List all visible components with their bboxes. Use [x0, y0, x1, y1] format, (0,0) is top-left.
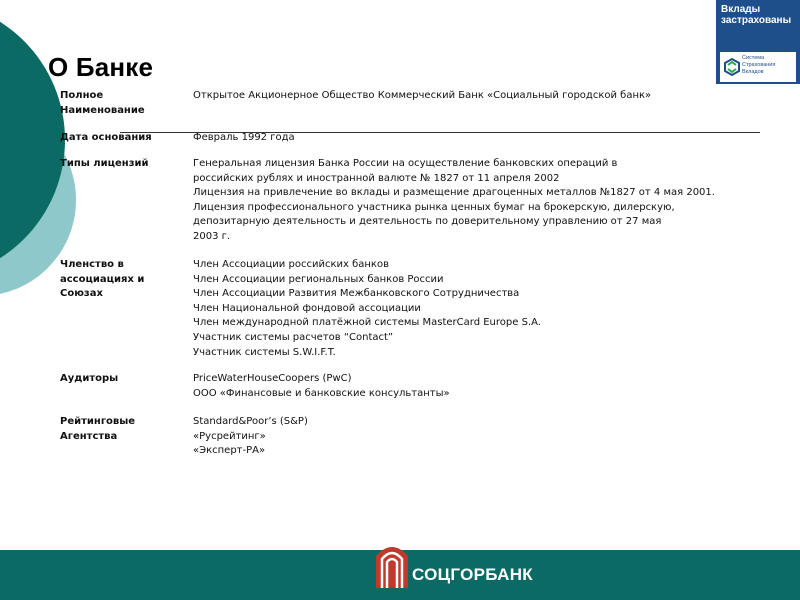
row-label: Членство в ассоциациях и Союзах [60, 259, 145, 300]
row-value: Генеральная лицензия Банка России на осуществление банковских операций в российских рублях и иностранной валюте № 1827 от 11 апреля 2002 Лицензия на привлечение во вклады и размещение драгоценных металлов №1827 от 4 мая 2001. Лицензия профессионального участника рынка ценных бумаг на брокерскую, дилерскую, депозитарную деятельность и деятельность по доверительному управлению от 27 мая 2003 г. [193, 158, 715, 242]
badge-title: Вклады застрахованы [721, 4, 792, 26]
insurance-logo-icon [723, 57, 741, 77]
row-value: Standard&Poor’s (S&P) «Русрейтинг» «Эксперт-РА» [193, 416, 308, 457]
deposit-insurance-badge [716, 0, 800, 84]
row-label: Дата основания [60, 132, 152, 143]
row-label: Типы лицензий [60, 158, 149, 169]
bank-logo-icon [374, 538, 410, 588]
badge-subtitle: Система Страхования Вкладов [742, 55, 776, 75]
row-value: Февраль 1992 года [193, 132, 295, 143]
brand-name: СОЦГОРБАНК [412, 565, 533, 584]
page-title: О Банке [48, 52, 154, 82]
badge-logo-box [720, 52, 796, 82]
row-value: PriceWaterHouseCoopers (PwC) ООО «Финансовые и банковские консультанты» [193, 373, 450, 399]
row-label: Полное Наименование [60, 90, 145, 116]
row-label: Рейтинговые Агентства [60, 416, 136, 442]
row-value: Член Ассоциации российских банков Член Ассоциации региональных банков России Член Ассоциации Развития Межбанковского Сотрудничества Член Национальной фондовой ассоциации Член международной платёжной системы MasterCard Europe S.A. Участник системы расчетов “Contact” Участник системы S.W.I.F.T. [193, 259, 541, 358]
row-label: Аудиторы [60, 373, 119, 384]
row-value: Открытое Акционерное Общество Коммерческий Банк «Социальный городской банк» [193, 90, 652, 101]
